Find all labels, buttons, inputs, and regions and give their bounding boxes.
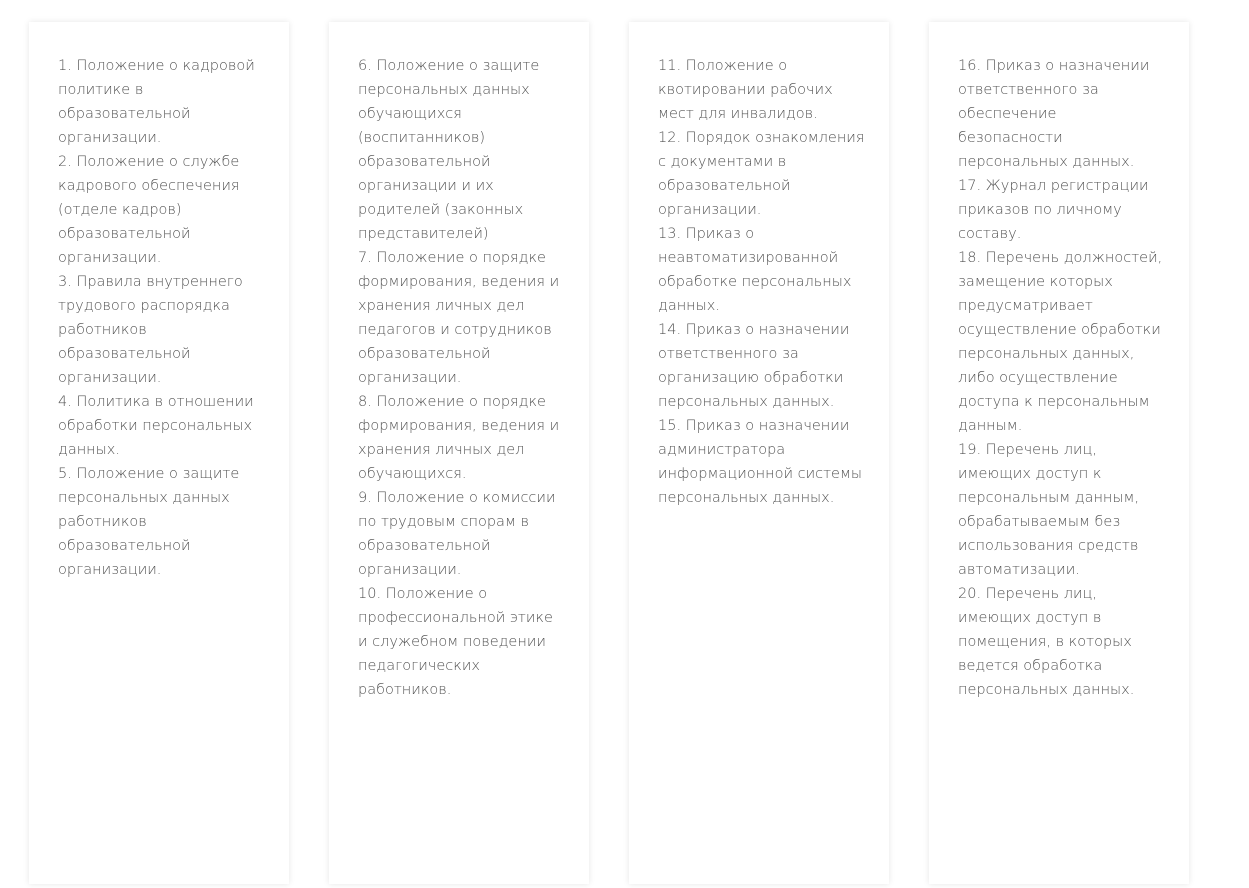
document-list: [358, 54, 565, 702]
document-card-3: [629, 22, 889, 884]
document-card-4: [929, 22, 1189, 884]
document-item: 13. Приказ о неавтоматизированной обработке персональных данных.: [658, 226, 852, 314]
document-item: 12. Порядок ознакомления с документами в образовательной организации.: [658, 130, 865, 218]
document-item: 17. Журнал регистрации приказов по личному составу.: [958, 178, 1149, 242]
document-card-2: [329, 22, 589, 884]
document-item: 1. Положение о кадровой политике в образовательной организации.: [58, 58, 255, 146]
document-item: 10. Положение о профессиональной этике и служебном поведении педагогических работников.: [358, 586, 553, 698]
document-item: 18. Перечень должностей, замещение которых предусматривает осуществление обработки персональных данных, либо осуществление доступа к персональным данным.: [958, 250, 1163, 434]
document-item: 3. Правила внутреннего трудового распорядка работников образовательной организации.: [58, 274, 243, 386]
document-item: 20. Перечень лиц, имеющих доступ в помещения, в которых ведется обработка персональных данных.: [958, 586, 1135, 698]
document-item: 6. Положение о защите персональных данных обучающихся (воспитанников) образовательной организации и их родителей (законных представителей): [358, 58, 540, 242]
document-list: [658, 54, 865, 510]
document-item: 9. Положение о комиссии по трудовым спорам в образовательной организации.: [358, 490, 556, 578]
document-item: 16. Приказ о назначении ответственного за обеспечение безопасности персональных данных.: [958, 58, 1150, 170]
document-card-1: [29, 22, 289, 884]
document-item: 2. Положение о службе кадрового обеспечения (отделе кадров) образовательной организации.: [58, 154, 240, 266]
document-list: [958, 54, 1165, 702]
document-item: 7. Положение о порядке формирования, ведения и хранения личных дел педагогов и сотрудников образовательной организации.: [358, 250, 560, 386]
document-item: 11. Положение о квотировании рабочих мест для инвалидов.: [658, 58, 833, 122]
document-item: 14. Приказ о назначении ответственного за организацию обработки персональных данных.: [658, 322, 850, 410]
document-item: 15. Приказ о назначении администратора информационной системы персональных данных.: [658, 418, 863, 506]
document-item: 8. Положение о порядке формирования, ведения и хранения личных дел обучающихся.: [358, 394, 560, 482]
document-item: 4. Политика в отношении обработки персональных данных.: [58, 394, 254, 458]
document-item: 19. Перечень лиц, имеющих доступ к персональным данным, обрабатываемым без использования средств автоматизации.: [958, 442, 1140, 578]
document-item: 5. Положение о защите персональных данных работников образовательной организации.: [58, 466, 240, 578]
document-list: [58, 54, 265, 582]
